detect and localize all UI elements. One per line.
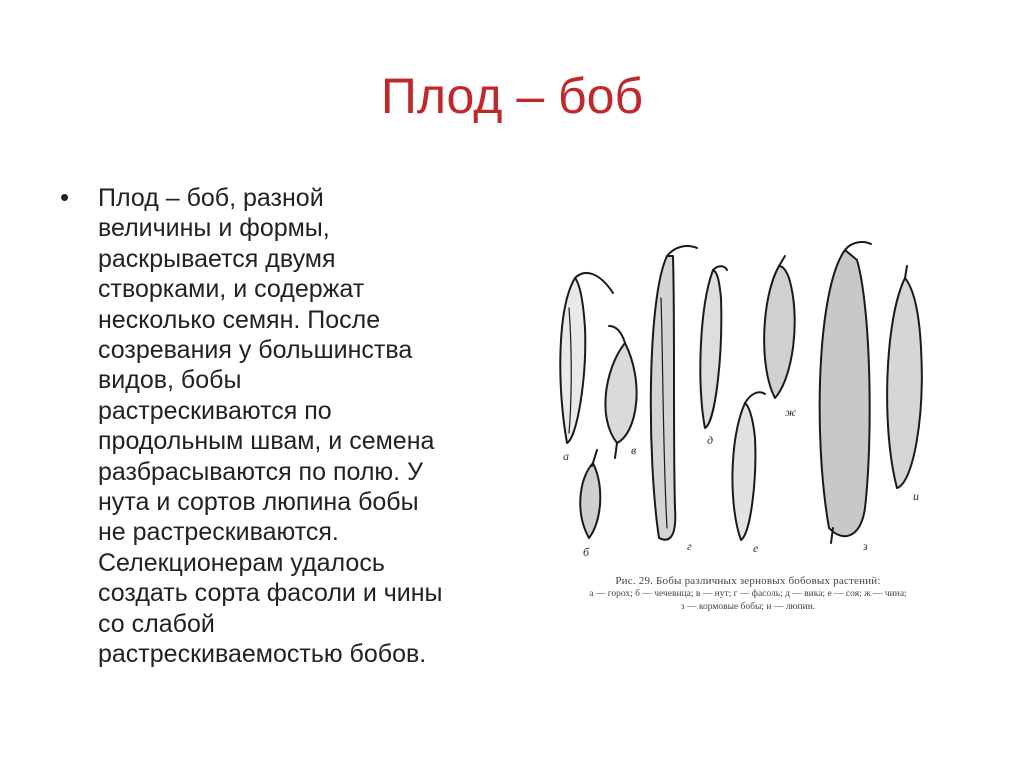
figure-caption — [558, 574, 938, 614]
pod-v-chickpea — [605, 326, 636, 458]
label-a: а — [563, 449, 569, 463]
pod-g-bean — [651, 246, 697, 540]
pod-z-fababean — [820, 242, 871, 543]
bean-pods-illustration — [545, 238, 945, 620]
slide-title: Плод – боб — [380, 68, 644, 124]
bullet-marker: • — [60, 182, 70, 212]
label-d: д — [707, 433, 714, 447]
pod-d-vetch — [700, 266, 727, 428]
caption-line-1: а — горох; б — чечевица; в — нут; г — фасоль; д — вика; е — соя; ж — чина; — [589, 589, 907, 599]
bean-pods-drawing — [545, 238, 945, 578]
pod-b-lentil — [580, 450, 600, 538]
bullet-text: Плод – боб, разной величины и формы, раскрывается двумя створками, и содержат несколько семян. После созревания у большинства видов, бобы растрескиваются по продольным швам, и семена разбрасываются по полю. У нута и сортов люпина бобы не растрескиваются. Селекционерам удалось создать сорта фасоли и чины со слабой растрескиваемостью бобов. — [98, 184, 443, 669]
label-i: и — [913, 489, 919, 503]
pod-e-soybean — [732, 392, 765, 540]
label-e: е — [753, 541, 759, 555]
caption-title: Рис. 29. Бобы различных зерновых бобовых растений: — [615, 575, 881, 587]
pod-a-pea — [560, 273, 613, 443]
pod-i-lupin — [887, 266, 922, 488]
label-g: г — [687, 539, 692, 553]
caption-line-2: з — кормовые бобы; и — люпин. — [680, 602, 816, 612]
label-v: в — [631, 443, 637, 457]
label-z: з — [863, 539, 868, 553]
label-zh: ж — [785, 405, 797, 419]
pod-zh-grasspea — [764, 256, 795, 398]
label-b: б — [583, 545, 590, 559]
